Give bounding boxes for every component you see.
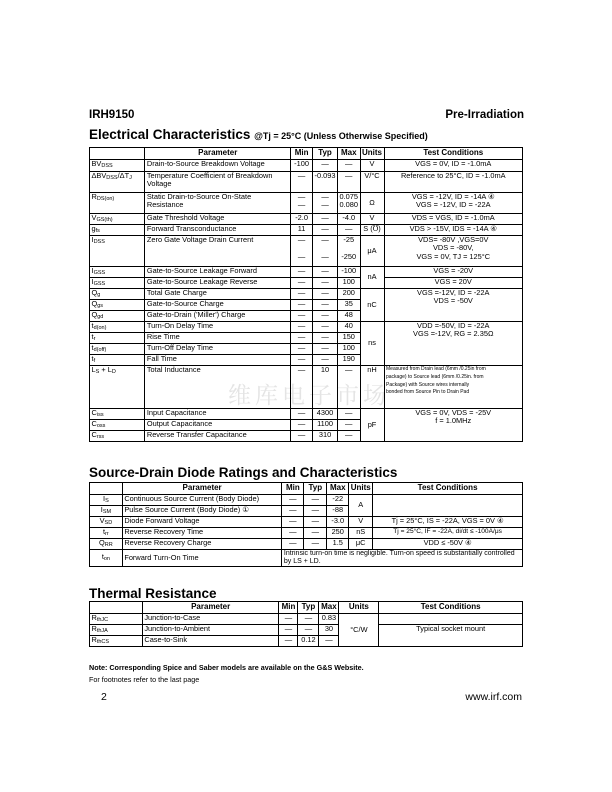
symbol: $L_S + L_D$ <box>90 366 145 409</box>
units: V <box>360 214 384 225</box>
units: V/°C <box>360 172 384 193</box>
units: nC <box>360 289 384 322</box>
condition: VDS= -80V ,VGS=0V VDS = -80V, VGS = 0V, TJ = 125°C <box>384 236 523 267</box>
max: -3.0 <box>327 517 349 528</box>
parameter: Zero Gate Voltage Drain Current <box>145 236 291 267</box>
parameter: Junction-to-Ambient <box>142 625 279 636</box>
symbol: $C_{rss}$ <box>90 431 145 442</box>
symbol: $t_{d(on)}$ <box>90 322 145 333</box>
typ: -0.093 <box>313 172 338 193</box>
parameter: Junction-to-Case <box>142 614 279 625</box>
typ: — <box>304 528 327 539</box>
part-number: IRH9150 <box>89 109 135 121</box>
parameter: Case-to-Sink <box>142 636 279 647</box>
col-test-conditions: Test Conditions <box>384 148 523 160</box>
page-number: 2 <box>101 691 107 703</box>
electrical-heading-text: Electrical Characteristics <box>89 127 251 142</box>
max: 1.5 <box>327 539 349 550</box>
parameter: Continuous Source Current (Body Diode) <box>122 495 282 506</box>
max: 0.075 0.080 <box>338 193 361 214</box>
parameter: Drain-to-Source Breakdown Voltage <box>145 160 291 172</box>
table-row: $I_{GSS}$ Gate-to-Source Leakage Reverse — — 100 VGS = 20V <box>90 278 523 289</box>
units: nA <box>360 267 384 289</box>
max: — <box>319 636 339 647</box>
col-typ: Typ <box>298 602 319 614</box>
symbol: $I_{SM}$ <box>90 506 123 517</box>
units: nS <box>349 528 373 539</box>
min: — <box>282 539 304 550</box>
condition: VDD =-50V, ID = -22A VGS =-12V, RG = 2.35Ω <box>384 322 523 366</box>
symbol: $Q_g$ <box>90 289 145 300</box>
parameter: Reverse Recovery Time <box>122 528 282 539</box>
table-header-row <box>90 483 523 495</box>
table-row <box>90 214 523 225</box>
table-row: $C_{iss}$ Input Capacitance — 4300 — pF VGS = 0V, VDS = -25V f = 1.0MHz <box>90 409 523 420</box>
min: — <box>279 625 298 636</box>
table-row: $Q_{gs}$ Gate-to-Source Charge — — 35 <box>90 300 523 311</box>
col-min: Min <box>291 148 313 160</box>
electrical-table <box>89 147 523 442</box>
table-row <box>90 528 523 539</box>
table-row: $Q_{gd}$ Gate-to-Drain ('Miller') Charge — — 48 <box>90 311 523 322</box>
symbol: $Q_{gs}$ <box>90 300 145 311</box>
condition: VGS = 0V, ID = -1.0mA <box>384 160 523 172</box>
min: — <box>282 506 304 517</box>
table-header-row <box>90 148 523 160</box>
thermal-table <box>89 601 523 647</box>
typ: 310 <box>313 431 338 442</box>
typ: 4300 <box>313 409 338 420</box>
condition: VGS = 20V <box>384 278 523 289</box>
parameter: Turn-Off Delay Time <box>145 344 291 355</box>
table-row: $t_f$ Fall Time — — 190 <box>90 355 523 366</box>
table-header-row <box>90 602 523 614</box>
col-max: Max <box>327 483 349 495</box>
symbol: $V_{GS(th)}$ <box>90 214 145 225</box>
parameter: Forward Turn-On Time <box>122 550 282 567</box>
typ: — <box>313 160 338 172</box>
symbol: $t_r$ <box>90 333 145 344</box>
table-row <box>90 193 523 214</box>
min: -2.0 <box>291 214 313 225</box>
symbol: $I_{GSS}$ <box>90 278 145 289</box>
parameter: Total Inductance <box>145 366 291 409</box>
max: -4.0 <box>338 214 361 225</box>
diode-table <box>89 482 523 567</box>
parameter: Total Gate Charge <box>145 289 291 300</box>
symbol: $R_{thJC}$ <box>90 614 143 625</box>
units: V <box>349 517 373 528</box>
table-row: $t_{d(off)}$ Turn-Off Delay Time — — 100 <box>90 344 523 355</box>
condition: Tj = 25°C, IF = -22A, di/dt ≤ -100A/μs <box>373 528 523 539</box>
symbol: $g_{fs}$ <box>90 225 145 236</box>
max: 40 <box>338 322 361 333</box>
typ: — — <box>313 193 338 214</box>
condition: VGS =-12V, ID = -22A VDS = -50V <box>384 289 523 322</box>
parameter: Rise Time <box>145 333 291 344</box>
parameter: Input Capacitance <box>145 409 291 420</box>
col-min: Min <box>282 483 304 495</box>
table-row: $t_{d(on)}$ Turn-On Delay Time — — 40 ns VDD =-50V, ID = -22A VGS =-12V, RG = 2.35Ω <box>90 322 523 333</box>
condition: Reference to 25°C, ID = -1.0mA <box>384 172 523 193</box>
min: — <box>291 172 313 193</box>
condition: Intrinsic turn-on time is negligible. Turn-on speed is substantially controlled by LS + LD. <box>282 550 523 567</box>
table-row <box>90 614 523 625</box>
max: -22 <box>327 495 349 506</box>
table-row: $t_r$ Rise Time — — 150 <box>90 333 523 344</box>
table-row: $L_S + L_D$ Total Inductance — 10 — nH Measured from Drain lead (6mm /0.25in from package) to Source lead (6mm /0.25in. from Package) with Source wires internally bonded from Source Pin to Drain Pad <box>90 366 523 409</box>
min: — <box>282 528 304 539</box>
table-row <box>90 172 523 193</box>
condition: Tj = 25°C, IS = -22A, VGS = 0V ④ <box>373 517 523 528</box>
condition: VDD ≤ -50V ④ <box>373 539 523 550</box>
symbol: $R_{DS(on)}$ <box>90 193 145 214</box>
min: 11 <box>291 225 313 236</box>
col-units: Units <box>360 148 384 160</box>
col-parameter: Parameter <box>145 148 291 160</box>
max: 30 <box>319 625 339 636</box>
typ: — <box>298 625 319 636</box>
website-link[interactable]: www.irf.com <box>465 691 522 703</box>
parameter: Reverse Transfer Capacitance <box>145 431 291 442</box>
max: -25 -250 <box>338 236 361 267</box>
max: 150 <box>338 333 361 344</box>
typ: — <box>304 495 327 506</box>
units: Ω <box>360 193 384 214</box>
symbol: $I_{DSS}$ <box>90 236 145 267</box>
parameter: Gate-to-Source Leakage Reverse <box>145 278 291 289</box>
col-max: Max <box>338 148 361 160</box>
typ: — <box>304 517 327 528</box>
col-max: Max <box>319 602 339 614</box>
min: — — <box>291 236 313 267</box>
col-test-conditions: Test Conditions <box>373 483 523 495</box>
symbol: $I_{GSS}$ <box>90 267 145 278</box>
typ: 1100 <box>313 420 338 431</box>
units: pF <box>360 409 384 442</box>
parameter: Forward Transconductance <box>145 225 291 236</box>
max: 0.83 <box>319 614 339 625</box>
max: -100 <box>338 267 361 278</box>
min: — <box>282 495 304 506</box>
table-row <box>90 495 523 506</box>
document-title: Pre-Irradiation <box>445 109 524 121</box>
parameter: Gate-to-Source Leakage Forward <box>145 267 291 278</box>
condition: VGS = 0V, VDS = -25V f = 1.0MHz <box>384 409 523 442</box>
table-row <box>90 236 523 267</box>
max: — <box>338 160 361 172</box>
max: -88 <box>327 506 349 517</box>
condition: VDS = VGS, ID = -1.0mA <box>384 214 523 225</box>
max: — <box>338 225 361 236</box>
typ: — <box>298 614 319 625</box>
symbol: $I_S$ <box>90 495 123 506</box>
col-min: Min <box>279 602 298 614</box>
min: -100 <box>291 160 313 172</box>
diode-heading: Source-Drain Diode Ratings and Characteristics <box>89 465 398 480</box>
typ: — <box>304 506 327 517</box>
symbol: $R_{thCS}$ <box>90 636 143 647</box>
symbol: $t_{d(off)}$ <box>90 344 145 355</box>
min: — <box>282 517 304 528</box>
units: nH <box>360 366 384 409</box>
col-parameter: Parameter <box>122 483 282 495</box>
table-row: $C_{oss}$ Output Capacitance — 1100 — <box>90 420 523 431</box>
watermark: 维库电子市场 <box>228 383 390 409</box>
symbol: $Q_{RR}$ <box>90 539 123 550</box>
electrical-heading-conditions: @Tj = 25°C (Unless Otherwise Specified) <box>254 131 428 141</box>
table-row: $C_{rss}$ Reverse Transfer Capacitance — 310 — <box>90 431 523 442</box>
table-row <box>90 225 523 236</box>
typ: 0.12 <box>298 636 319 647</box>
units: μC <box>349 539 373 550</box>
col-typ: Typ <box>313 148 338 160</box>
condition: Typical socket mount <box>379 625 523 647</box>
max: 250 <box>327 528 349 539</box>
symbol: $V_{SD}$ <box>90 517 123 528</box>
units: A <box>349 495 373 517</box>
col-test-conditions: Test Conditions <box>379 602 523 614</box>
parameter: Pulse Source Current (Body Diode) ① <box>122 506 282 517</box>
symbol: $\Delta BV_{DSS}/\Delta T_J$ <box>90 172 145 193</box>
table-row <box>90 160 523 172</box>
units: S (℧) <box>360 225 384 236</box>
electrical-heading <box>89 127 428 142</box>
parameter: Gate-to-Drain ('Miller') Charge <box>145 311 291 322</box>
condition: Measured from Drain lead (6mm /0.25in from package) to Source lead (6mm /0.25in. from Package) with Source wires internally bonded from Source Pin to Drain Pad <box>384 366 523 409</box>
condition: VGS = -20V <box>384 267 523 278</box>
max: 190 <box>338 355 361 366</box>
typ: 10 <box>313 366 338 409</box>
units: V <box>360 160 384 172</box>
typ: — <box>313 214 338 225</box>
col-typ: Typ <box>304 483 327 495</box>
units: °C/W <box>339 614 379 647</box>
table-row <box>90 550 523 567</box>
table-row <box>90 517 523 528</box>
parameter: Diode Forward Voltage <box>122 517 282 528</box>
condition: VDS > -15V, IDS = -14A ④ <box>384 225 523 236</box>
col-parameter: Parameter <box>142 602 279 614</box>
min: — <box>279 614 298 625</box>
thermal-heading: Thermal Resistance <box>89 586 217 601</box>
table-row <box>90 625 523 636</box>
condition: VGS = -12V, ID = -14A ④ VGS = -12V, ID = -22A <box>384 193 523 214</box>
max: 100 <box>338 278 361 289</box>
parameter: Turn-On Delay Time <box>145 322 291 333</box>
symbol: $C_{oss}$ <box>90 420 145 431</box>
symbol: $t_f$ <box>90 355 145 366</box>
condition <box>373 495 523 517</box>
min: — <box>279 636 298 647</box>
footnote-reference: For footnotes refer to the last page <box>89 675 200 684</box>
min: — — <box>291 193 313 214</box>
symbol: $t_{rr}$ <box>90 528 123 539</box>
units: ns <box>360 322 384 366</box>
symbol: $BV_{DSS}$ <box>90 160 145 172</box>
max: 100 <box>338 344 361 355</box>
parameter: Fall Time <box>145 355 291 366</box>
max: 200 <box>338 289 361 300</box>
typ: — — <box>313 236 338 267</box>
symbol: $t_{on}$ <box>90 550 123 567</box>
parameter: Temperature Coefficient of Breakdown Voltage <box>145 172 291 193</box>
col-units: Units <box>349 483 373 495</box>
symbol: $Q_{gd}$ <box>90 311 145 322</box>
typ: — <box>313 225 338 236</box>
spice-note: Note: Corresponding Spice and Saber models are available on the G&S Website. <box>89 663 364 672</box>
parameter: Gate Threshold Voltage <box>145 214 291 225</box>
parameter: Static Drain-to-Source On-State Resistance <box>145 193 291 214</box>
table-row <box>90 539 523 550</box>
max: — <box>338 172 361 193</box>
table-row: $Q_g$ Total Gate Charge — — 200 nC VGS =-12V, ID = -22A VDS = -50V <box>90 289 523 300</box>
max: 48 <box>338 311 361 322</box>
col-units: Units <box>339 602 379 614</box>
parameter: Output Capacitance <box>145 420 291 431</box>
max: 35 <box>338 300 361 311</box>
units: μA <box>360 236 384 267</box>
symbol: $R_{thJA}$ <box>90 625 143 636</box>
table-row: $I_{GSS}$ Gate-to-Source Leakage Forward — — -100 nA VGS = -20V <box>90 267 523 278</box>
parameter: Reverse Recovery Charge <box>122 539 282 550</box>
condition <box>379 614 523 625</box>
parameter: Gate-to-Source Charge <box>145 300 291 311</box>
typ: — <box>304 539 327 550</box>
symbol: $C_{iss}$ <box>90 409 145 420</box>
